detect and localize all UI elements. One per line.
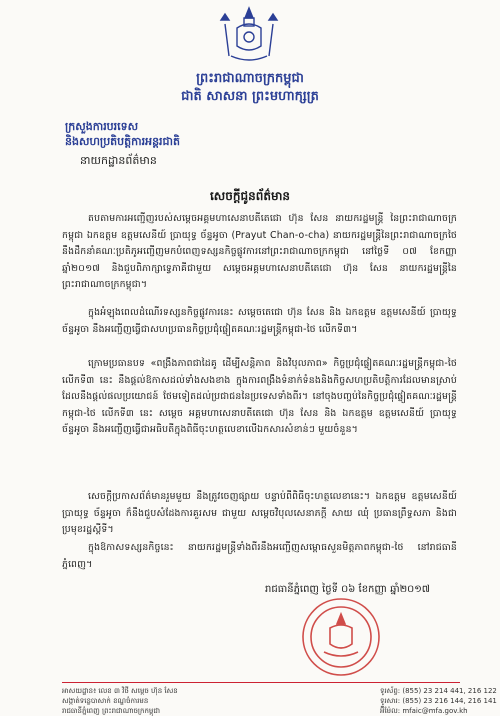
paragraph-2: ក្នុងអំឡុងពេលដំណើរទស្សនកិច្ចផ្លូវការនេះ សម្តេចតេជោ ហ៊ុន សែន និង ឯកឧត្តម ឧត្តមសេនីយ៍ ប្រាយុទ្ធ ច័ន្ទអូចា នឹងអញ្ជើញធ្វើជាសហប្រធានកិច្ចប្រជុំផ្លៀតគណៈរដ្ឋមន្ត្រីកម្ពុជា-ថៃ លើកទី៣។ [62,307,457,335]
footer-contact [380,686,497,716]
footer-email[interactable]: អ៊ីម៉ែល: mfaic@mfa.gov.kh [380,707,468,715]
footer-address-line3: រាជធានីភ្នំពេញ ព្រះរាជាណាចក្រកម្ពុជា [62,707,160,715]
document-title: សេចក្តីជូនព័ត៌មាន [210,189,290,203]
document-date: រាជធានីភ្នំពេញ ថ្ងៃទី ០៦ ខែកញ្ញា ឆ្នាំ២០១៧ [265,584,431,595]
footer-address-line1: អាសយដ្ឋាន៖ លេខ ៣ វិថី សម្តេច ហ៊ុន សែន [62,687,178,695]
official-seal-icon [300,596,382,678]
paragraph-1: តបតាមការអញ្ជើញរបស់សម្តេចអគ្គមហាសេនាបតីតេជោ ហ៊ុន សែន នាយករដ្ឋមន្ត្រី នៃព្រះរាជាណាចក្រកម្ពុជា ឯកឧត្តម ឧត្តមសេនីយ៍ ប្រាយុទ្ធ ច័ន្ទអូចា (Prayut Chan-o-cha) នាយករដ្ឋមន្ត្រីនៃព្រះរាជាណាចក្រថៃ នឹងដឹកនាំគណៈប្រតិភូអញ្ជើញមកបំពេញទស្សនកិច្ចផ្លូវការនៅព្រះរាជាណាចក្រកម្ពុជា នៅថ្ងៃទី ០៧ ខែកញ្ញា ឆ្នាំ២០១៧ និងជួបពិភាក្សាទ្វេភាគីជាមួយ សម្តេចអគ្គមហាសេនាបតីតេជោ ហ៊ុន សែន នាយករដ្ឋមន្ត្រីនៃព្រះរាជាណាចក្រកម្ពុជា។ [62,213,457,290]
footer-phone: ទូរស័ព្ទ: (855) 23 214 441, 216 122 [380,687,497,695]
paragraph-4: សេចក្តីប្រកាសព័ត៌មានរួមមួយ នឹងត្រូវចេញផ្សាយ បន្ទាប់ពីពិធីចុះហត្ថលេខានេះ។ ឯកឧត្តម ឧត្តមសេនីយ៍ ប្រាយុទ្ធ ច័ន្ទអូចា ក៏នឹងជួបសំដែងការគួរសម ជាមួយ សម្តេចវិបុលសេនាភក្តី សាយ ឈុំ ប្រធានព្រឹទ្ធសភា និងជាប្រមុខរដ្ឋស្តីទី។ [62,491,457,535]
national-motto: ជាតិ សាសនា ព្រះមហាក្សត្រ [181,89,319,104]
footer-address [62,686,178,716]
royal-emblem-icon [215,6,283,66]
paragraph-3: ក្រោមប្រធានបទ «ពង្រឹងភាពជាដៃគូ ដើម្បីសន្តិភាព និងវិបុលភាព» កិច្ចប្រជុំផ្លៀតគណៈរដ្ឋមន្ត្រីកម្ពុជា-ថៃ លើកទី៣ នេះ នឹងផ្តល់ឱកាសដល់ទាំងសងខាង ក្នុងការពង្រឹងទំនាក់ទំនងនិងកិច្ចសហប្រតិបត្តិការដែលមានស្រាប់ ដែលនឹងផ្តល់ផលប្រយោជន៍ ថែមទៀតដល់ប្រជាជននៃប្រទេសទាំងពីរ។ នៅចុងបញ្ចប់នៃកិច្ចប្រជុំផ្លៀតគណៈរដ្ឋមន្ត្រីកម្ពុជា-ថៃ លើកទី៣ នេះ សម្តេច អគ្គមហាសេនាបតីតេជោ ហ៊ុន សែន និង ឯកឧត្តម ឧត្តមសេនីយ៍ ប្រាយុទ្ធ ច័ន្ទអូចា នឹងអញ្ជើញធ្វើជាអធិបតីក្នុងពិធីចុះហត្ថលេខាលើឯកសារសំខាន់ៗ មួយចំនួន។ [62,358,457,435]
department-name: នាយកដ្ឋានព័ត៌មាន [80,154,157,167]
footer-fax: ទូរសារ: (855) 23 216 144, 216 141 [380,697,497,705]
footer-divider [62,682,460,683]
ministry-name-line1: ក្រសួងការបរទេស [65,120,139,133]
footer-address-line2: សង្កាត់ទន្លេបាសាក់ ខណ្ឌចំការមន [62,697,149,705]
kingdom-name: ព្រះរាជាណាចក្រកម្ពុជា [196,71,304,86]
ministry-name-line2: និងសហប្រតិបត្តិការអន្តរជាតិ [65,135,180,148]
paragraph-5: ក្នុងឱកាសទស្សនកិច្ចនេះ នាយករដ្ឋមន្ត្រីទាំងពីរនឹងអញ្ជើញសម្ពោធសួនមិត្តភាពកម្ពុជា-ថៃ នៅរាជធានីភ្នំពេញ។ [62,542,457,570]
